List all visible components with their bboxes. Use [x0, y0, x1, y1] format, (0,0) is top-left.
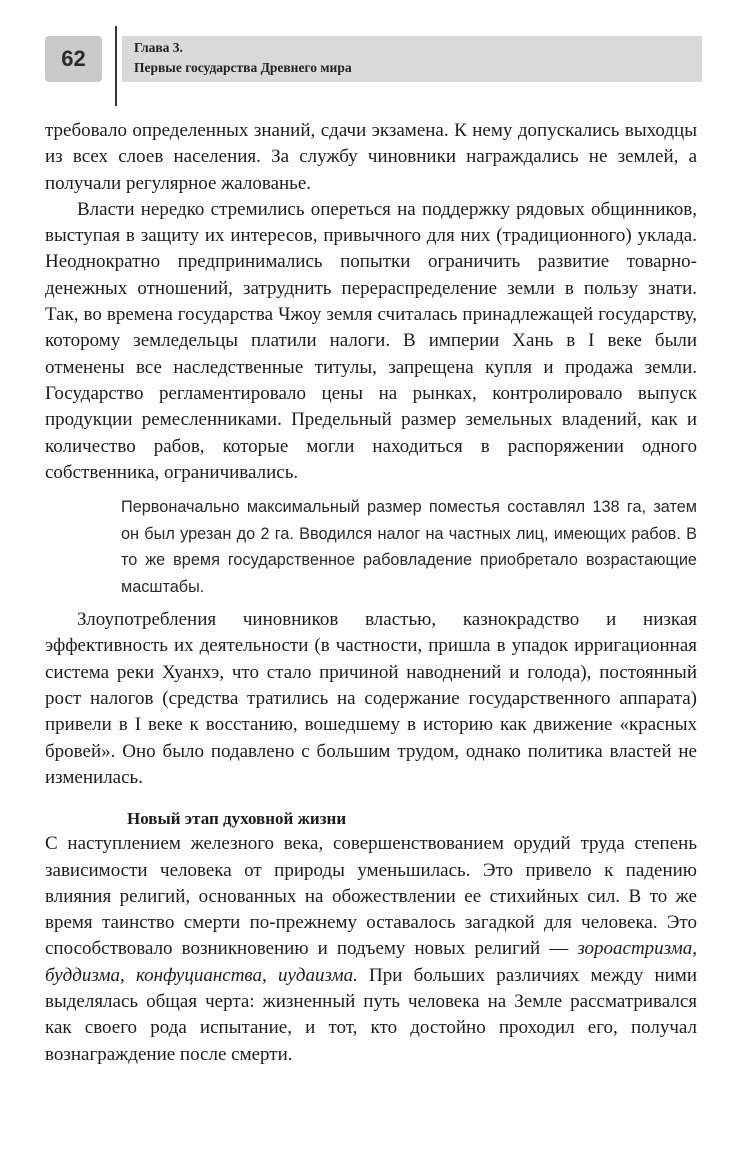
religion-buddhism: буддизма,: [45, 964, 125, 986]
header-divider: [115, 26, 117, 106]
page-number: 62: [45, 36, 102, 82]
paragraph-4-start: С наступлением железного века, совершенствованием орудий труда степень зависимости человека от природы уменьшилась. Это привело к падению влияния религий, основанных на обожествлении ее стихийных сил. В то же время таинство смерти по-прежнему оставалось загадкой для человека. Это способствовало возникновению и подъему новых религий —: [45, 833, 697, 960]
page-header: [0, 0, 737, 110]
paragraph-1: требовало определенных знаний, сдачи экзамена. К нему допускались выходцы из всех слоев населения. За службу чиновники награждались не землей, а получали регулярное жалованье.: [45, 120, 697, 194]
page-content: [45, 118, 697, 1068]
section-title: Новый этап духовной жизни: [127, 809, 347, 829]
religion-zoroastrianism: зороастризма,: [577, 938, 697, 960]
religion-confucianism: конфуцианства,: [135, 964, 267, 986]
paragraph-2: Власти нередко стремились опереться на поддержку рядовых общинников, выступая в защиту их интересов, привычного для них (традиционного) уклада. Неоднократно предпринимались попытки ограничить развитие товарно-денежных отношений, затруднить перераспределение земли в пользу знати. Так, во времена государства Чжоу земля считалась принадлежащей государству, которому земледельцы платили налоги. В империи Хань в I веке были отменены все наследственные титулы, запрещена купля и продажа земли. Государство регламентировало цены на рынках, контролировало выпуск продукции ремесленниками. Предельный размер земельных владений, как и количество рабов, которые могли находиться в распоряжении одного собственника, ограничивались.: [45, 198, 697, 483]
chapter-label: Глава 3.: [134, 40, 183, 55]
religion-judaism: иудаизма.: [278, 964, 358, 986]
note-block: Первоначально максимальный размер поместья составлял 138 га, затем он был урезан до 2 га. Вводился налог на частных лиц, имеющих рабов. В то же время государственное рабовладение приобретало возрастающие масштабы.: [121, 498, 697, 596]
chapter-title: Первые государства Древнего мира: [134, 60, 352, 75]
paragraph-4: [45, 831, 697, 1068]
chapter-heading: [134, 38, 352, 78]
paragraph-4-end: При больших различиях между ними выделялась общая черта: жизненный путь человека на Земле рассматривался как своего рода испытание, и тот, кто достойно проходил его, получал вознаграждение после смерти.: [45, 964, 697, 1065]
paragraph-3: Злоупотребления чиновников властью, казнокрадство и низкая эффективность их деятельности (в частности, пришла в упадок ирригационная система реки Хуанхэ, что стало причиной наводнений и голода), постоянный рост налогов (средства тратились на содержание государственного аппарата) привели в I веке к восстанию, вошедшему в историю как движение «красных бровей». Оно было подавлено с большим трудом, однако политика властей не изменилась.: [45, 609, 697, 788]
